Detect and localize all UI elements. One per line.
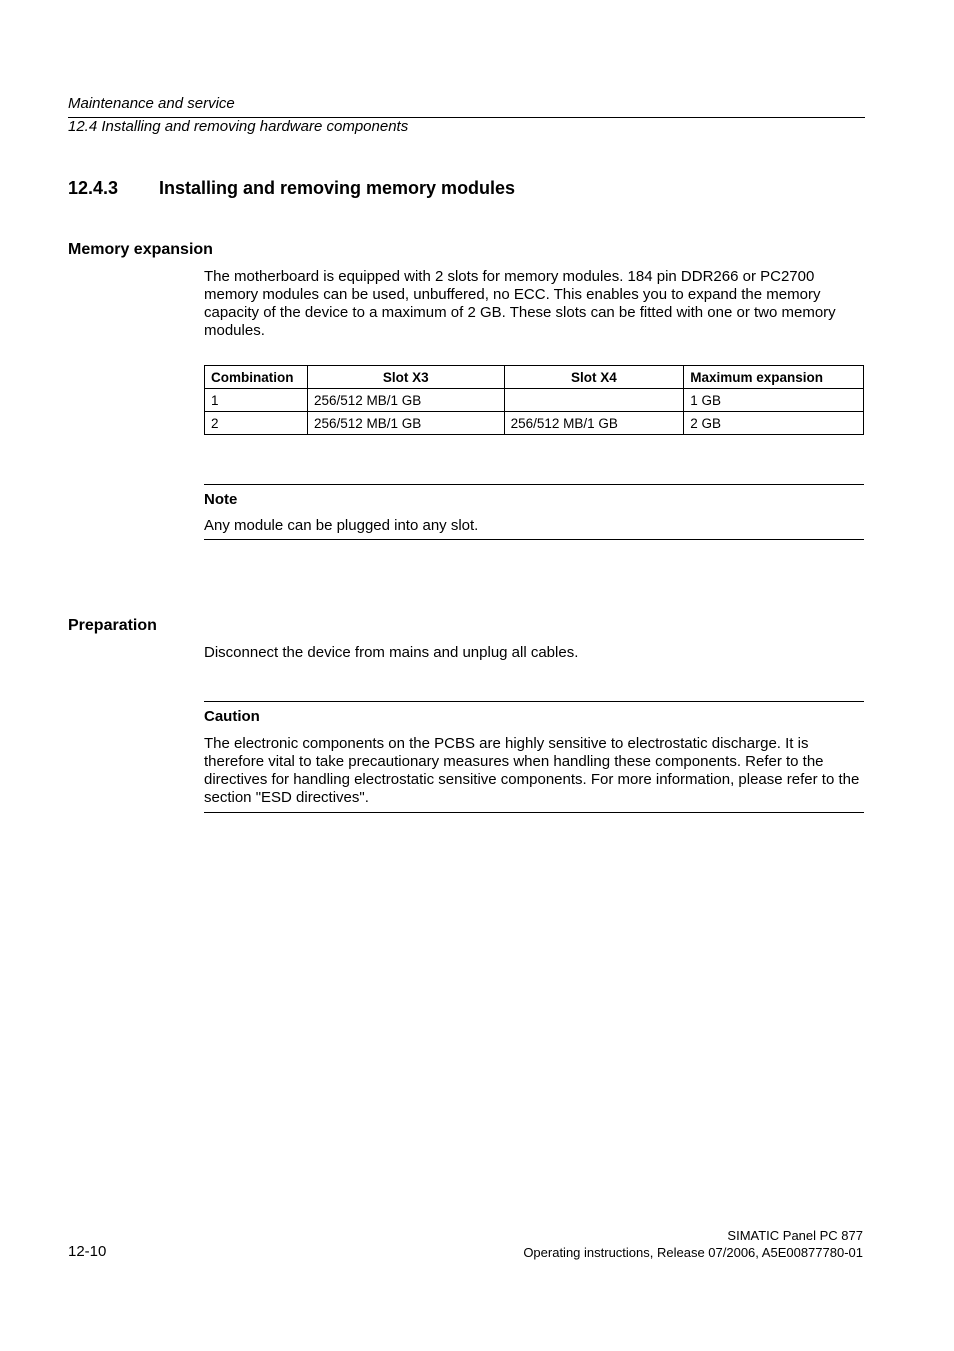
note-text: Any module can be plugged into any slot.: [204, 517, 479, 534]
table-cell: 256/512 MB/1 GB: [504, 412, 684, 435]
table-cell: 1 GB: [684, 389, 864, 412]
preparation-heading: Preparation: [68, 617, 157, 634]
section-heading: [68, 178, 515, 199]
memory-expansion-text: The motherboard is equipped with 2 slots for memory modules. 184 pin DDR266 or PC2700 memory modules can be used, unbuffered, no ECC. This enables you to expand the memory capacity of the device to a maximum of 2 GB. These slots can be fitted with one or two memory modules.: [204, 268, 836, 339]
table-cell: [504, 389, 684, 412]
section-number: 12.4.3: [68, 178, 119, 198]
table-cell: 256/512 MB/1 GB: [307, 412, 504, 435]
table-header-slot-x3: Slot X3: [307, 366, 504, 389]
note-top-rule: [204, 484, 864, 485]
running-header-section: 12.4 Installing and removing hardware components: [68, 118, 409, 135]
memory-expansion-heading: Memory expansion: [68, 241, 213, 258]
table-cell: 2 GB: [684, 412, 864, 435]
table-header-combination: Combination: [205, 366, 308, 389]
footer-document: Operating instructions, Release 07/2006, A5E00877780-01: [523, 1245, 863, 1260]
preparation-text: Disconnect the device from mains and unplug all cables.: [204, 644, 579, 661]
table-header-max-expansion: Maximum expansion: [684, 366, 864, 389]
page-number: 12-10: [68, 1243, 107, 1260]
note-bottom-rule: [204, 539, 864, 540]
table-cell: 256/512 MB/1 GB: [307, 389, 504, 412]
table-row: [205, 389, 864, 412]
table-header-row: [205, 366, 864, 389]
table-cell: 2: [205, 412, 308, 435]
note-title: Note: [204, 491, 238, 508]
memory-combination-table: [204, 365, 864, 435]
table-cell: 1: [205, 389, 308, 412]
table-header-slot-x4: Slot X4: [504, 366, 684, 389]
caution-bottom-rule: [204, 812, 864, 813]
caution-text: The electronic components on the PCBS are highly sensitive to electrostatic discharge. It is therefore vital to take precautionary measures when handling these components. Refer to the directives for handling electrostatic sensitive components. For more information, please refer to the section "ESD directives".: [204, 735, 860, 806]
caution-top-rule: [204, 701, 864, 702]
caution-title: Caution: [204, 708, 260, 725]
section-title: Installing and removing memory modules: [159, 178, 516, 198]
footer-product: SIMATIC Panel PC 877: [727, 1228, 863, 1243]
table-row: [205, 412, 864, 435]
running-header-chapter: Maintenance and service: [68, 95, 235, 112]
